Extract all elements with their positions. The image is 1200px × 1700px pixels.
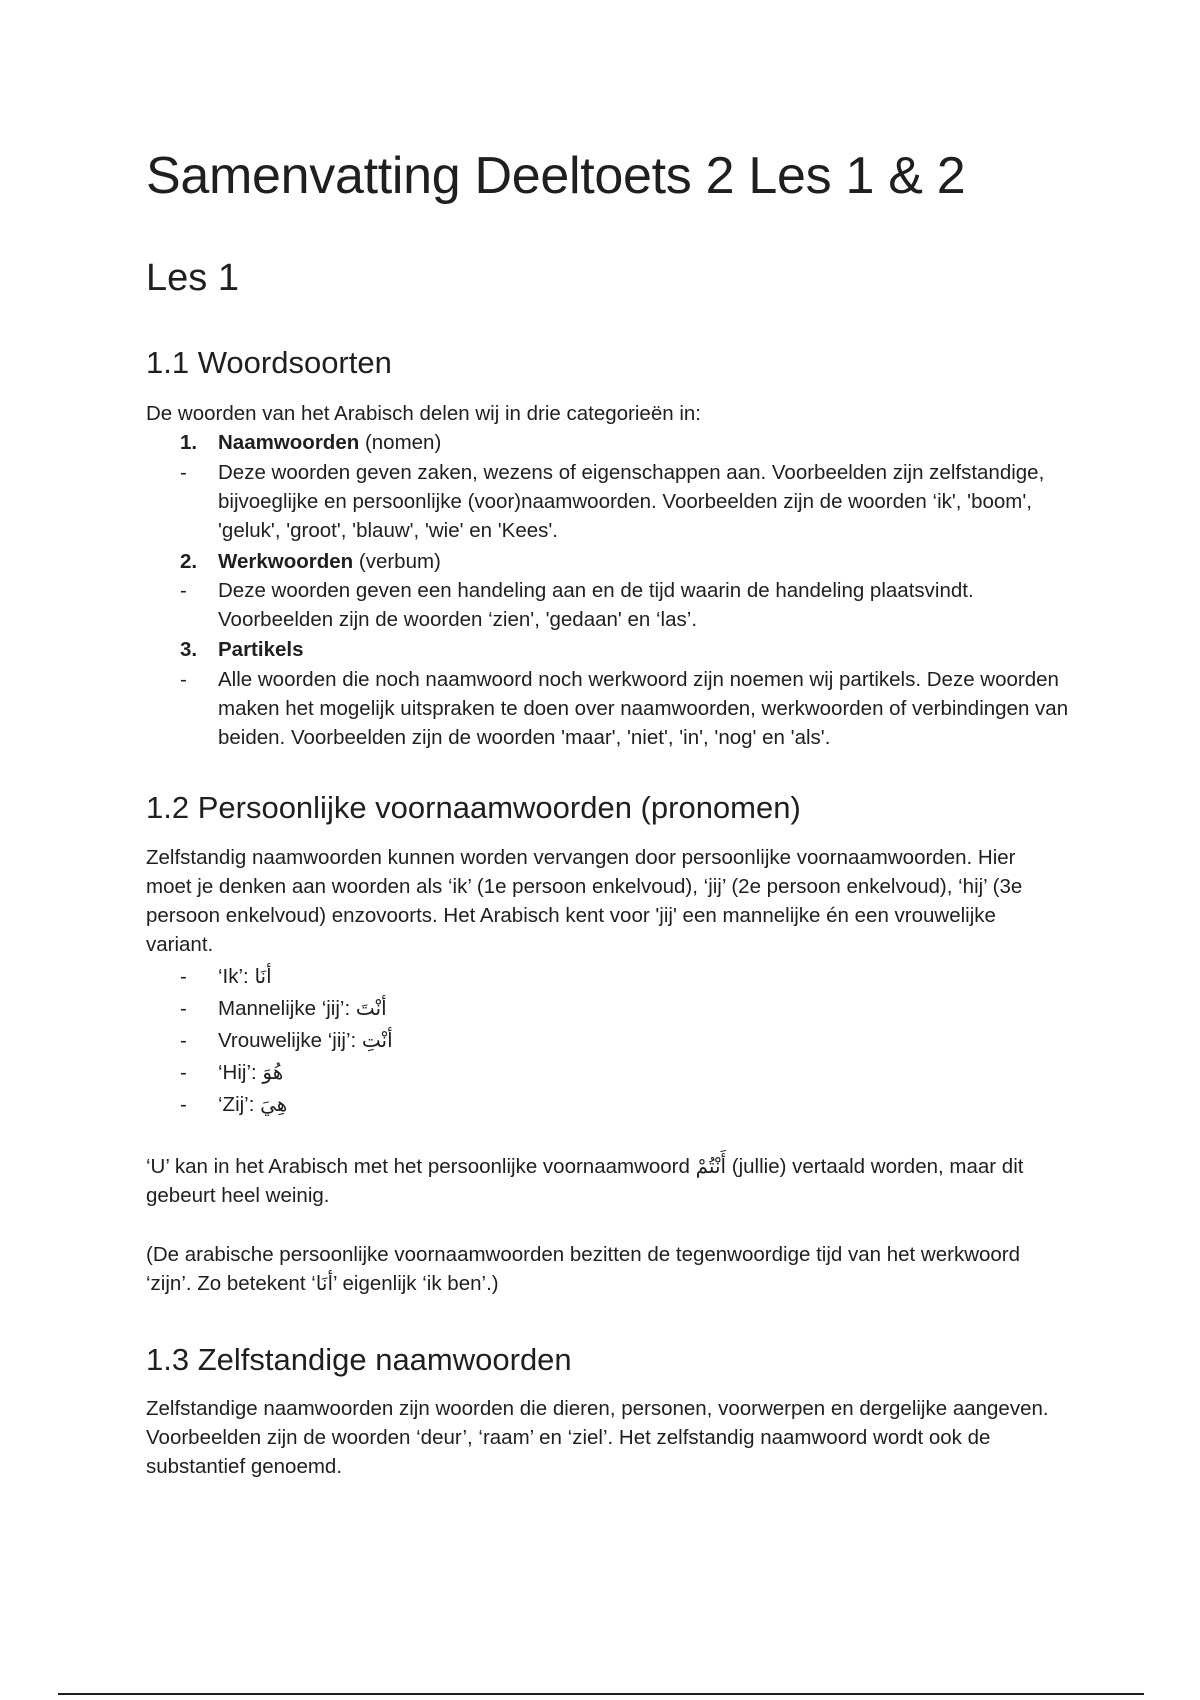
note-paragraph [146,1240,1026,1298]
pronoun-label: Mannelijke ‘jij’: [218,997,356,1020]
list-number: 3. [180,638,198,661]
arabic-word: أنْتِ [361,1028,393,1052]
term: Partikels [218,638,304,661]
bullet: - [180,997,187,1020]
bullet: - [180,965,187,988]
bullet: - [180,1061,187,1084]
u-text-after: (jullie) vertaald worden, maar dit gebeurt heel weinig. [146,1155,1024,1207]
section-heading-woordsoorten: 1.1 Woordsoorten [146,345,392,380]
arabic-word: هُوَ [262,1060,284,1084]
bullet: - [180,1093,187,1116]
section-heading-pronomen: 1.2 Persoonlijke voornaamwoorden (pronomen) [146,790,801,825]
term: Naamwoorden [218,431,360,454]
note-text-before: (De arabische persoonlijke voornaamwoorden bezitten de tegenwoordige tijd van het werkwoord ‘zijn’. Zo betekent ‘ [146,1243,1021,1295]
arabic-word: أنْتَ [355,996,387,1020]
section-intro: Zelfstandig naamwoorden kunnen worden vervangen door persoonlijke voornaamwoorden. Hier moet je denken aan woorden als ‘ik’ (1e persoon enkelvoud), ‘jij’ (2e persoon enkelvoud), ‘hij’ (3e persoon enkelvoud) enzovoorts. Het Arabisch kent voor 'jij' een mannelijke én een vrouwelijke variant. [146,846,1023,956]
list-number: 2. [180,550,198,573]
bullet: - [180,579,187,602]
u-text-before: ‘U’ kan in het Arabisch met het persoonlijke voornaamwoord [146,1155,696,1178]
bullet: - [180,1029,187,1052]
page-divider [58,1693,1144,1695]
arabic-word: أَنْتُمْ [695,1154,727,1178]
arabic-word: أنَا [254,964,272,988]
bullet: - [180,668,187,691]
pronoun-label: ‘Hij’: [218,1061,263,1084]
section-text: Zelfstandige naamwoorden zijn woorden die dieren, personen, voorwerpen en dergelijke aangeven. Voorbeelden zijn de woorden ‘deur’, ‘raam’ en ‘ziel’. Het zelfstandig naamwoord wordt ook de substantief genoemd. [146,1397,1049,1478]
term-note: (nomen) [359,431,442,454]
term: Werkwoorden [218,550,354,573]
arabic-word: هِيَ [260,1092,288,1116]
pronoun-label: ‘Zij’: [218,1093,261,1116]
description-text: Deze woorden geven een handeling aan en de tijd waarin de handeling plaatsvindt. Voorbeelden zijn de woorden ‘zien', 'gedaan' en ‘las’. [218,579,974,631]
description-text: Alle woorden die noch naamwoord noch werkwoord zijn noemen wij partikels. Deze woorden maken het mogelijk uitspraken te doen over naamwoorden, werkwoorden of verbindingen van beiden. Voorbeelden zijn de woorden 'maar', 'niet', 'in', 'nog' en 'als'. [218,668,1069,749]
bullet: - [180,461,187,484]
section-intro: De woorden van het Arabisch delen wij in drie categorieën in: [146,402,701,425]
document-title: Samenvatting Deeltoets 2 Les 1 & 2 [146,147,966,205]
note-text-after: ’ eigenlijk ‘ik ben’.) [333,1272,499,1295]
u-paragraph [146,1152,1066,1210]
pronoun-label: Vrouwelijke ‘jij’: [218,1029,362,1052]
term-note: (verbum) [353,550,441,573]
list-number: 1. [180,431,198,454]
pronoun-label: ‘Ik’: [218,965,255,988]
lesson-heading: Les 1 [146,257,239,299]
arabic-word: أنَا [315,1271,333,1295]
description-text: Deze woorden geven zaken, wezens of eigenschappen aan. Voorbeelden zijn zelfstandige, bijvoeglijke en persoonlijke (voor)naamwoorden. Voorbeelden zijn de woorden ‘ik', 'boom', 'geluk', 'groot', 'blauw', 'wie' en 'Kees'. [218,461,1045,542]
section-heading-zelfstandige-naamwoorden: 1.3 Zelfstandige naamwoorden [146,1342,572,1377]
